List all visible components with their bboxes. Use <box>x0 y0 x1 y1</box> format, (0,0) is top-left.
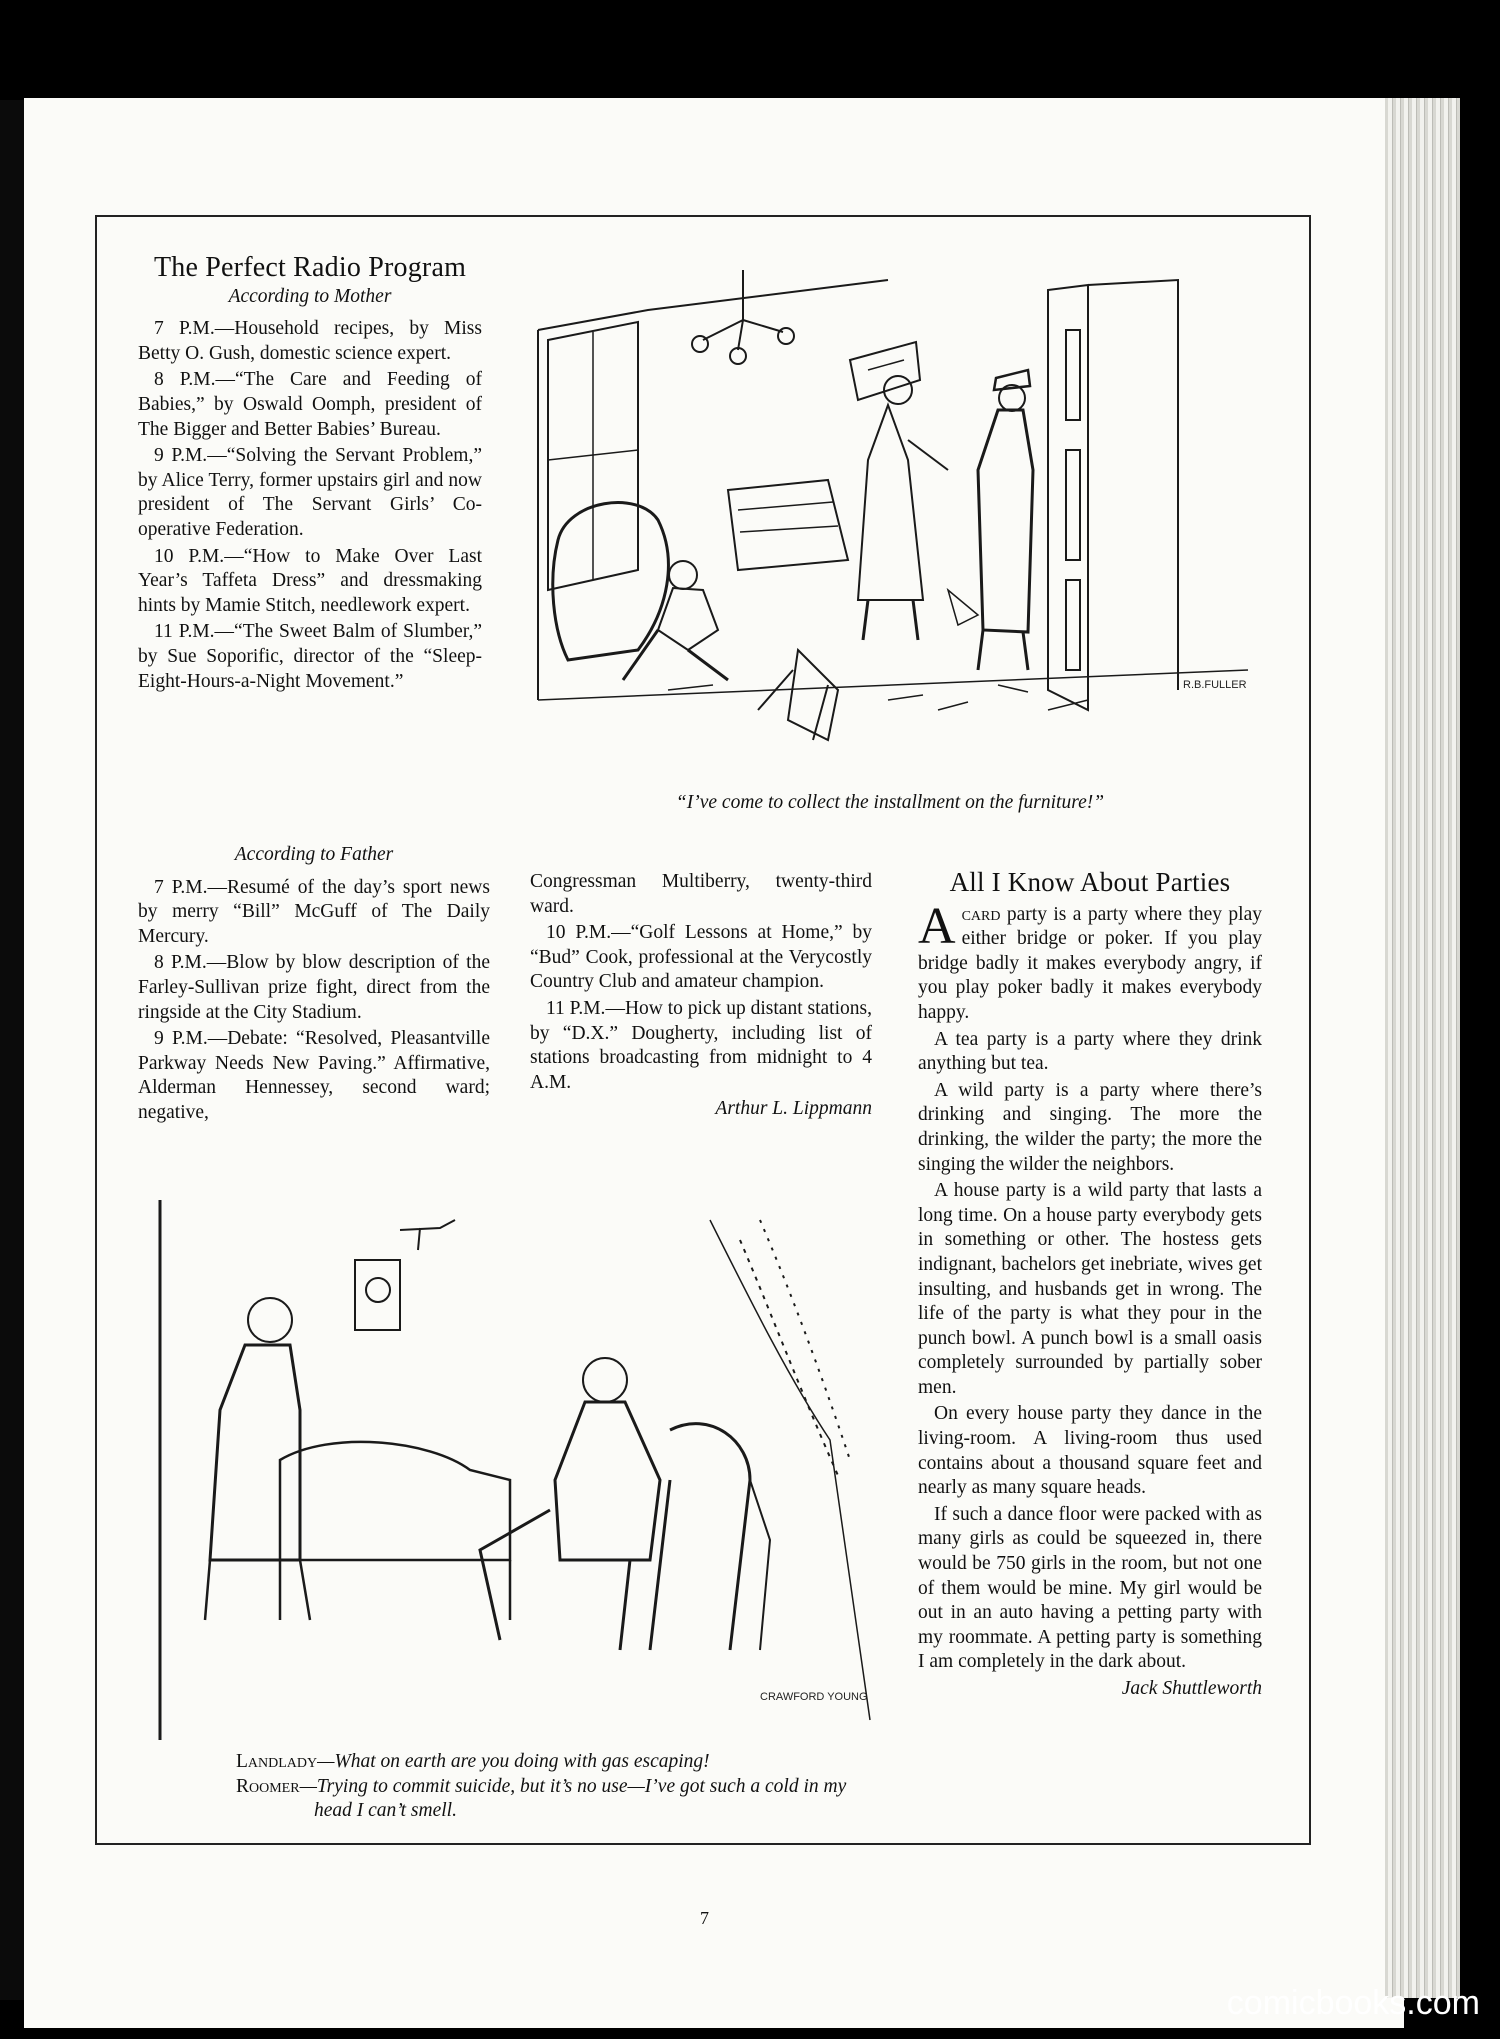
program-description: —“Golf Lessons at Home,” by “Bud” Cook, professional at the Verycostly Country Club and amateur champion. <box>530 922 872 993</box>
roomer-line: —Trying to commit suicide, but it’s no use—I’ve got such a cold in my head I can’t smell. <box>299 1775 847 1822</box>
program-time: 11 P.M. <box>546 997 606 1019</box>
parties-paragraph-5: On every house party they dance in the living-room. A living-room thus used contains about a thousand square feet and nearly as many square heads. <box>918 1403 1262 1499</box>
cartoon-furniture-drawing <box>528 270 1250 760</box>
program-description: —Resumé of the day’s sport news by merry “Bill” McGuff of The Daily Mercury. <box>138 876 490 947</box>
furniture-cartoon-caption: “I’ve come to collect the installment on the furniture!” <box>675 792 1105 813</box>
father-program-col2 <box>530 870 872 1122</box>
program-description: —Household recipes, by Miss Betty O. Gush, domestic science expert. <box>138 318 482 364</box>
parties-paragraph-6: If such a dance floor were packed with as many girls as could be squeezed in, there would be 750 girls in the room, but not one of them would be mine. My girl would be out in an auto having a petting party with my roommate. A petting party is something I am completely in the dark about. <box>918 1503 1262 1673</box>
mother_items-item <box>138 444 482 542</box>
book-page-stack <box>1385 98 1460 1998</box>
cartoon-furniture-illustration <box>528 270 1250 760</box>
father-program-list <box>138 876 490 1126</box>
father-subhead: According to Father <box>234 844 394 865</box>
caption-line-roomer <box>236 1775 878 1824</box>
parties-paragraph-1 <box>918 897 1262 1026</box>
father-program-list-cont <box>530 921 872 1095</box>
program-time: 9 P.M. <box>154 445 208 467</box>
radio-title: The Perfect Radio Program <box>153 252 467 283</box>
speaker-landlady: Landlady <box>236 1751 318 1772</box>
father_items2-item <box>530 921 872 995</box>
parties-paragraph-3: A wild party is a party where there’s drinking and singing. The more the drinking, the wilder the party; the more the singing the wilder the neighbors. <box>918 1079 1262 1175</box>
father-program-col1 <box>138 843 490 1128</box>
program-description: —How to pick up distant stations, by “D.X.” Dougherty, including list of stations broadcasting from midnight to 4 A.M. <box>530 997 872 1093</box>
father_items2-item <box>530 997 872 1095</box>
program-time: 7 P.M. <box>154 318 215 340</box>
lead-smallcaps: card <box>961 903 1001 925</box>
mother_items-item <box>138 368 482 442</box>
program-description: —“The Sweet Balm of Slumber,” by Sue Soporific, director of the “Sleep-Eight-Hours-a-Night Movement.” <box>138 621 482 692</box>
furniture-cartoon-signature: R.B.FULLER <box>1183 679 1247 691</box>
page-number: 7 <box>700 1908 709 1928</box>
watermark: comicbooks.com <box>1226 1984 1480 2022</box>
mother-subhead: According to Mother <box>228 285 392 307</box>
program-description: —“Solving the Servant Problem,” by Alice Terry, former upstairs girl and now president of The Servant Girls’ Co-operative Federation. <box>138 445 482 540</box>
program-time: 8 P.M. <box>154 952 207 974</box>
caption-line-landlady <box>158 1750 878 1775</box>
program-description: —“The Care and Feeding of Babies,” by Oswald Oomph, president of The Bigger and Better Babies’ Bureau. <box>138 369 482 440</box>
parties-byline: Jack Shuttleworth <box>1121 1678 1262 1699</box>
parties-paragraph-2: A tea party is a party where they drink anything but tea. <box>918 1028 1262 1075</box>
parties-p1-rest: party is a party where they play either bridge or poker. If you play bridge badly it makes everybody angry, if you play poker badly it makes everybody happy. <box>918 903 1262 1023</box>
program-time: 7 P.M. <box>154 876 208 898</box>
program-time: 8 P.M. <box>154 369 216 391</box>
gas-cartoon-signature: CRAWFORD YOUNG <box>760 1691 868 1703</box>
father_items-item <box>138 1027 490 1125</box>
father_items-item <box>138 951 490 1025</box>
program-time: 11 P.M. <box>154 621 215 643</box>
parties-paragraph-4: A house party is a wild party that lasts a long time. On a house party everybody gets in something or other. The hostess gets indignant, bachelors get inebriate, wives get insulting, and husbands get in wrong. The life of the party is what they pour in the punch bowl. A punch bowl is a small oasis completely surrounded by partially sober men. <box>918 1180 1262 1398</box>
radio-program-article <box>138 252 482 696</box>
left-page-edge <box>0 100 24 2000</box>
mother-program-list <box>138 317 482 694</box>
speaker-roomer: Roomer <box>236 1775 300 1797</box>
program-time: 10 P.M. <box>154 545 225 567</box>
drop-cap: A <box>918 897 956 955</box>
cartoon-gas-drawing <box>150 1180 880 1740</box>
mother_items-item <box>138 620 482 694</box>
mother_items-item <box>138 545 482 619</box>
mother_items-item <box>138 317 482 366</box>
parties-title: All I Know About Parties <box>949 867 1231 897</box>
program-description: —Debate: “Resolved, Pleasantville Parkway Needs New Paving.” Affirmative, Alderman Hennessey, second ward; negative, <box>138 1028 490 1123</box>
radio-byline: Arthur L. Lippmann <box>715 1098 872 1120</box>
landlady-line: —What on earth are you doing with gas escaping! <box>317 1751 710 1772</box>
gas-cartoon-caption <box>158 1750 878 1824</box>
parties-article <box>918 867 1262 1702</box>
father-continuation: Congressman Multiberry, twenty-third ward. <box>530 871 872 917</box>
program-description: —Blow by blow description of the Farley-Sullivan prize fight, direct from the ringside at the City Stadium. <box>138 952 490 1023</box>
cartoon-gas-illustration <box>150 1180 880 1740</box>
father_items-item <box>138 876 490 950</box>
program-time: 10 P.M. <box>546 922 612 944</box>
program-description: —“How to Make Over Last Year’s Taffeta Dress” and dressmaking hints by Mamie Stitch, needlework expert. <box>138 545 482 616</box>
program-time: 9 P.M. <box>154 1028 208 1050</box>
